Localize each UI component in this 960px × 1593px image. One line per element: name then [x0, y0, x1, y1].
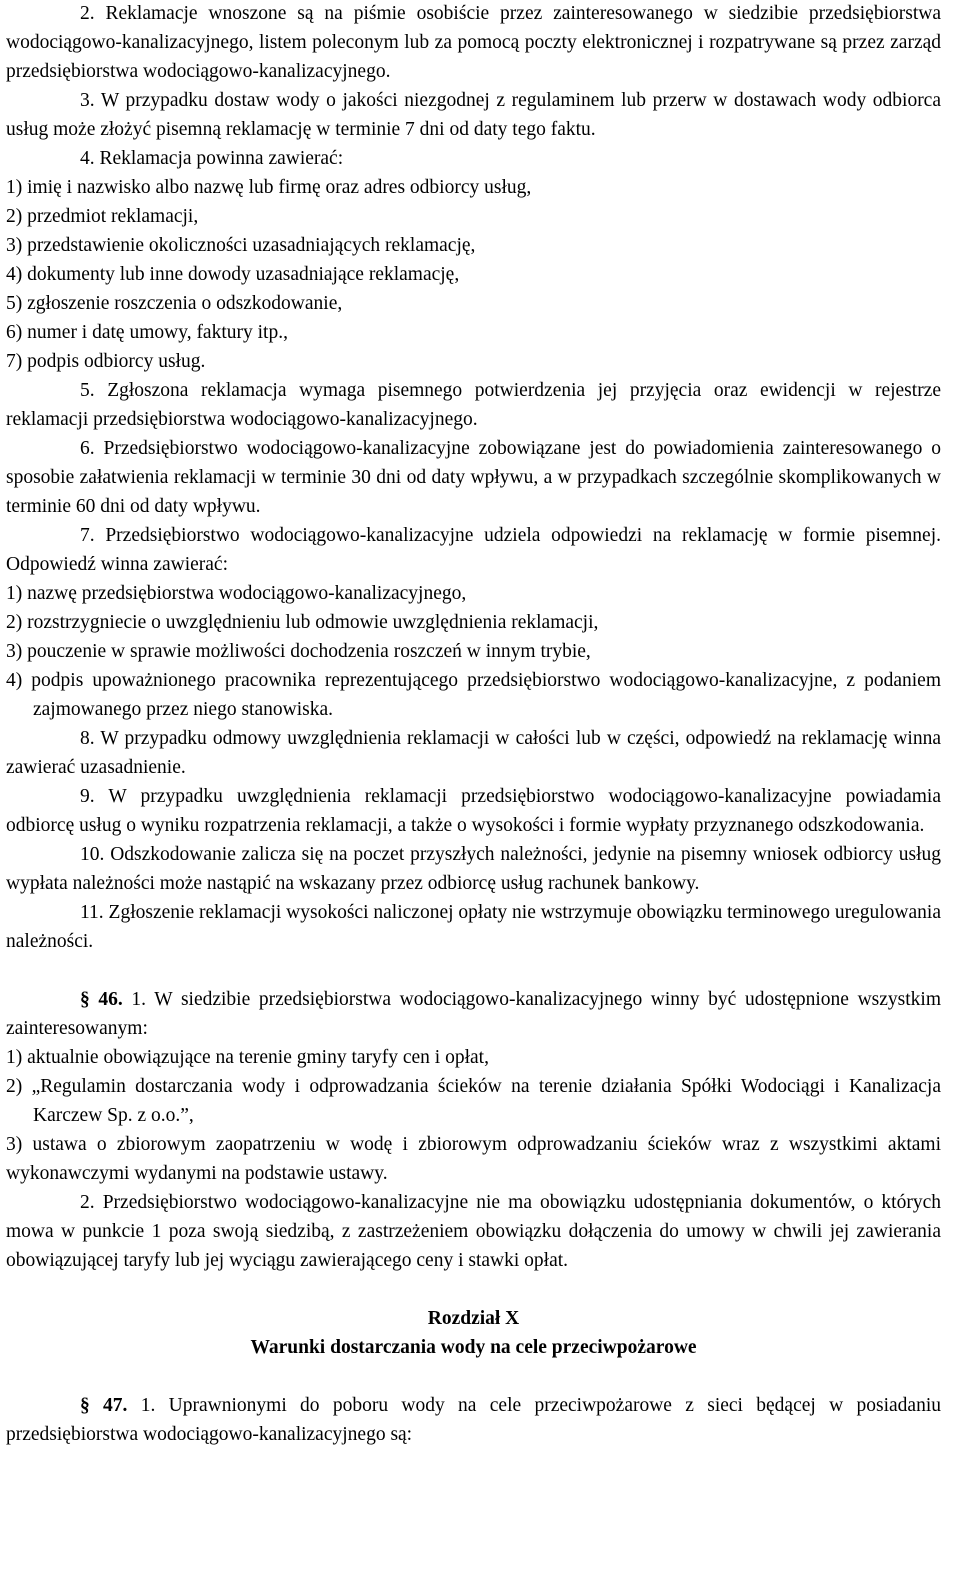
list-item: 5) zgłoszenie roszczenia o odszkodowanie,: [6, 293, 343, 314]
list-item: 4) podpis upoważnionego pracownika reprezentującego przedsiębiorstwo wodociągowo-kanalizacyjne, z podaniem zajmowanego przez niego stanowiska.: [6, 670, 941, 720]
list-item: 1) aktualnie obowiązujące na terenie gminy taryfy cen i opłat,: [6, 1047, 489, 1068]
section-text: 1. W siedzibie przedsiębiorstwa wodociągowo-kanalizacyjnego winny być udostępnione wszystkim zainteresowanym:: [6, 989, 941, 1039]
section-text: 1. Uprawnionymi do poboru wody na cele przeciwpożarowe z sieci będącej w posiadaniu przedsiębiorstwa wodociągowo-kanalizacyjnego są:: [6, 1395, 941, 1445]
list-item: 6) numer i datę umowy, faktury itp.,: [6, 322, 288, 343]
list-item: 4) dokumenty lub inne dowody uzasadniające reklamację,: [6, 264, 460, 285]
list-item: 1) imię i nazwisko albo nazwę lub firmę oraz adres odbiorcy usług,: [6, 177, 532, 198]
section-46-paragraph-1: [6, 985, 941, 1043]
spacer: [6, 1362, 941, 1391]
list-item: 7) podpis odbiorcy usług.: [6, 351, 206, 372]
paragraph-8: 8. W przypadku odmowy uwzględnienia reklamacji w całości lub w części, odpowiedź na reklamację winna zawierać uzasadnienie.: [6, 728, 941, 778]
list-item: 3) przedstawienie okoliczności uzasadniających reklamację,: [6, 235, 476, 256]
paragraph-9: 9. W przypadku uwzględnienia reklamacji przedsiębiorstwo wodociągowo-kanalizacyjne powiadamia odbiorcę usług o wyniku rozpatrzenia reklamacji, a także o wysokości i formie wypłaty przyznanego odszkodowania.: [6, 786, 941, 836]
chapter-subtitle: Warunki dostarczania wody na cele przeciwpożarowe: [250, 1337, 697, 1358]
list-item: 3) ustawa o zbiorowym zaopatrzeniu w wodę i zbiorowym odprowadzaniu ścieków wraz z wszystkimi aktami wykonawczymi wydanymi na podstawie ustawy.: [6, 1134, 941, 1184]
paragraph-4: 4. Reklamacja powinna zawierać:: [80, 148, 344, 169]
list-item: 3) pouczenie w sprawie możliwości dochodzenia roszczeń w innym trybie,: [6, 641, 591, 662]
section-mark: § 46.: [80, 989, 123, 1010]
chapter-title: Rozdział X: [427, 1308, 520, 1329]
list-item: 1) nazwę przedsiębiorstwa wodociągowo-kanalizacyjnego,: [6, 583, 467, 604]
spacer: [6, 1275, 941, 1304]
section-47-paragraph-1: [6, 1391, 941, 1449]
section-mark: § 47.: [80, 1395, 128, 1416]
list-item: 2) przedmiot reklamacji,: [6, 206, 199, 227]
paragraph-10: 10. Odszkodowanie zalicza się na poczet przyszłych należności, jedynie na pisemny wniosek odbiorcy usług wypłata należności może nastąpić na wskazany przez odbiorcę usług rachunek bankowy.: [6, 844, 941, 894]
list-item: 2) „Regulamin dostarczania wody i odprowadzania ścieków na terenie działania Spółki Wodociągi i Kanalizacja Karczew Sp. z o.o.”,: [6, 1076, 941, 1126]
list-item: 2) rozstrzygniecie o uwzględnieniu lub odmowie uwzględnienia reklamacji,: [6, 612, 599, 633]
paragraph-3: 3. W przypadku dostaw wody o jakości niezgodnej z regulaminem lub przerw w dostawach wody odbiorca usług może złożyć pisemną reklamację w terminie 7 dni od daty tego faktu.: [6, 90, 941, 140]
paragraph-11: 11. Zgłoszenie reklamacji wysokości naliczonej opłaty nie wstrzymuje obowiązku terminowego uregulowania należności.: [6, 902, 941, 952]
paragraph-5: 5. Zgłoszona reklamacja wymaga pisemnego potwierdzenia jej przyjęcia oraz ewidencji w rejestrze reklamacji przedsiębiorstwa wodociągowo-kanalizacyjnego.: [6, 380, 941, 430]
section-46-paragraph-2: 2. Przedsiębiorstwo wodociągowo-kanalizacyjne nie ma obowiązku udostępniania dokumentów, o których mowa w punkcie 1 poza swoją siedzibą, z zastrzeżeniem obowiązku dołączenia do umowy w chwili jej zawierania obowiązującej taryfy lub jej wyciągu zawierającego ceny i stawki opłat.: [6, 1192, 941, 1271]
spacer: [6, 956, 941, 985]
paragraph-6: 6. Przedsiębiorstwo wodociągowo-kanalizacyjne zobowiązane jest do powiadomienia zainteresowanego o sposobie załatwienia reklamacji w terminie 30 dni od daty wpływu, a w przypadkach szczególnie skomplikowanych w terminie 60 dni od daty wpływu.: [6, 438, 941, 517]
paragraph-7: 7. Przedsiębiorstwo wodociągowo-kanalizacyjne udziela odpowiedzi na reklamację w formie pisemnej. Odpowiedź winna zawierać:: [6, 525, 941, 575]
paragraph-2: 2. Reklamacje wnoszone są na piśmie osobiście przez zainteresowanego w siedzibie przedsiębiorstwa wodociągowo-kanalizacyjnego, listem poleconym lub za pomocą poczty elektronicznej i rozpatrywane są przez zarząd przedsiębiorstwa wodociągowo-kanalizacyjnego.: [6, 3, 941, 82]
